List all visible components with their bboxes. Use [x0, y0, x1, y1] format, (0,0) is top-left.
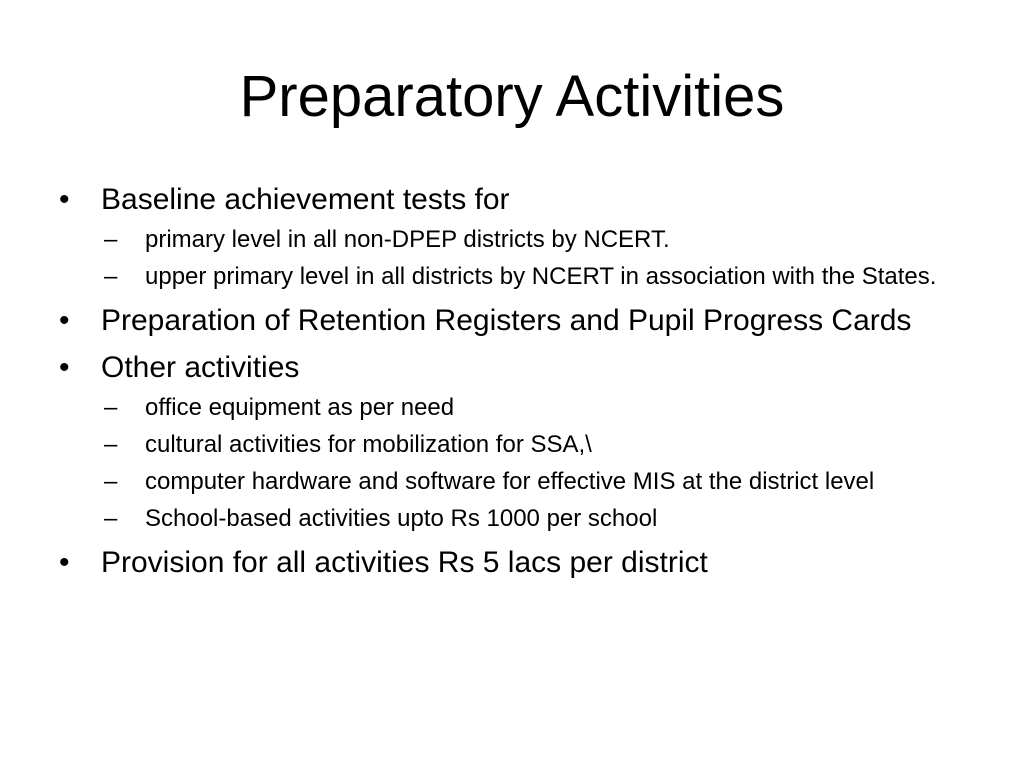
sub-item — [104, 430, 958, 459]
dash-icon: – — [104, 263, 118, 290]
bullet-icon: • — [59, 183, 70, 216]
sub-item — [104, 393, 958, 422]
bullet-item — [58, 350, 958, 385]
bullet-text: Preparation of Retention Registers and Pupil Progress Cards — [101, 304, 912, 337]
bullet-item — [58, 303, 958, 338]
bullet-icon: • — [59, 546, 70, 579]
bullet-icon: • — [59, 304, 70, 337]
dash-icon: – — [104, 468, 118, 495]
sub-item — [104, 467, 958, 496]
sub-item-text: office equipment as per need — [145, 394, 455, 421]
sub-item — [104, 504, 958, 533]
bullet-text: Baseline achievement tests for — [101, 183, 510, 216]
sub-item-text: cultural activities for mobilization for SSA,\ — [145, 431, 592, 458]
dash-icon: – — [104, 394, 118, 421]
sub-item — [104, 225, 958, 254]
bullet-text: Provision for all activities Rs 5 lacs per district — [101, 546, 708, 579]
bullet-list — [58, 182, 958, 580]
bullet-text: Other activities — [101, 351, 300, 384]
bullet-icon: • — [59, 351, 70, 384]
dash-icon: – — [104, 226, 118, 253]
sub-item-text: computer hardware and software for effective MIS at the district level — [145, 468, 875, 495]
sub-list — [58, 393, 958, 533]
sub-item-text: upper primary level in all districts by NCERT in association with the States. — [145, 263, 937, 290]
dash-icon: – — [104, 505, 118, 532]
sub-list — [58, 225, 958, 291]
sub-item-text: primary level in all non-DPEP districts by NCERT. — [145, 226, 670, 253]
dash-icon: – — [104, 431, 118, 458]
bullet-item — [58, 182, 958, 217]
slide-title: Preparatory Activities — [239, 64, 785, 129]
sub-item — [104, 262, 958, 291]
sub-item-text: School-based activities upto Rs 1000 per school — [145, 505, 658, 532]
bullet-item — [58, 545, 958, 580]
